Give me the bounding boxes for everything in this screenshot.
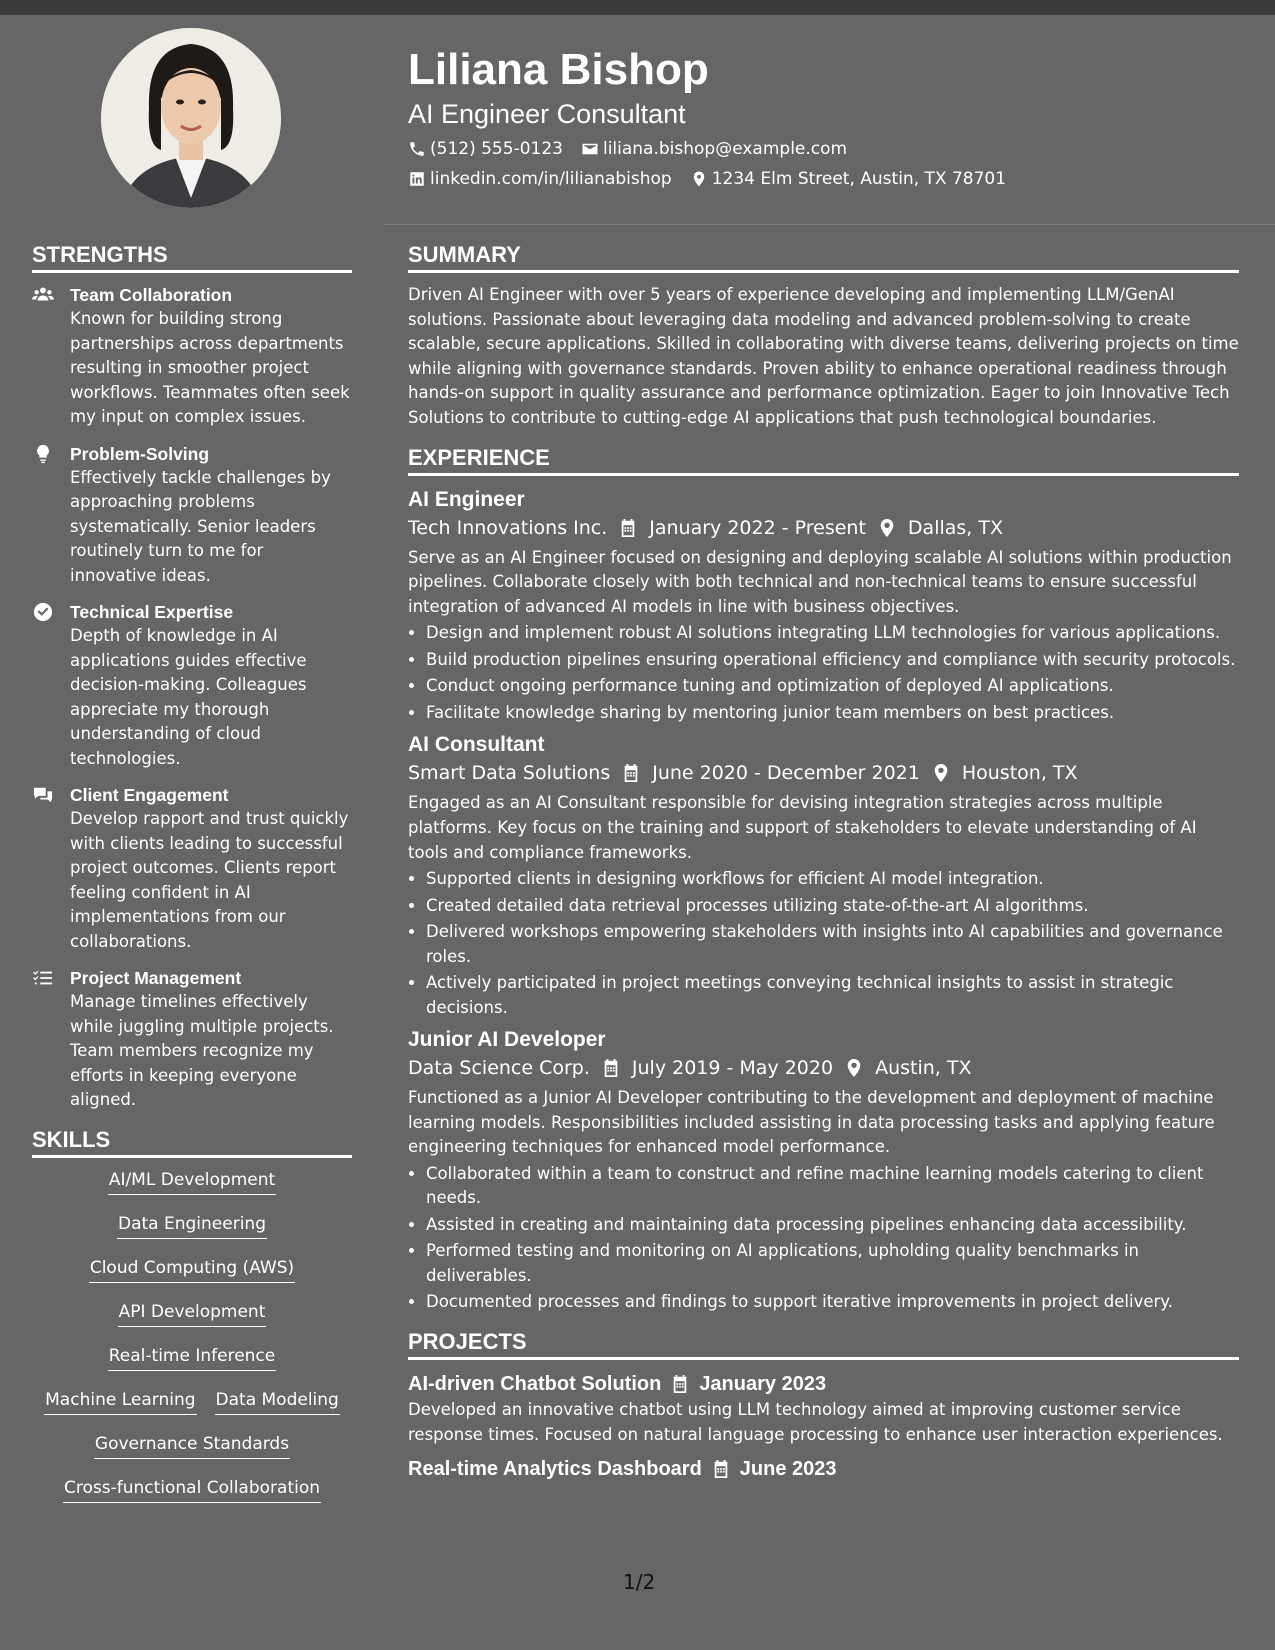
profile-photo bbox=[101, 28, 281, 208]
strengths-list bbox=[32, 283, 352, 1113]
calendar-icon bbox=[712, 1459, 730, 1479]
job-title: AI Engineer bbox=[408, 487, 525, 511]
job-bullet: • Assisted in creating and maintaining data processing pipelines enhancing data accessibility. bbox=[426, 1213, 1239, 1238]
envelope-icon bbox=[581, 140, 599, 158]
experience-list bbox=[408, 486, 1239, 1315]
skill-tag: Data Engineering bbox=[117, 1212, 267, 1239]
resume-header bbox=[408, 44, 1248, 190]
map-pin-icon bbox=[690, 170, 708, 188]
top-bar bbox=[0, 0, 1275, 15]
strength-item bbox=[32, 283, 352, 430]
map-pin-icon bbox=[878, 518, 896, 538]
strength-title: Team Collaboration bbox=[70, 285, 233, 305]
project-entry bbox=[408, 1455, 1239, 1483]
project-date: June 2023 bbox=[739, 1458, 837, 1481]
skill-tag: Cross-functional Collaboration bbox=[63, 1476, 321, 1503]
job-meta bbox=[408, 514, 1239, 542]
email-item[interactable] bbox=[581, 138, 847, 160]
strength-item bbox=[32, 600, 352, 771]
job-company: Smart Data Solutions bbox=[408, 762, 611, 785]
strengths-heading: STRENGTHS bbox=[32, 242, 352, 273]
job-bullet: • Created detailed data retrieval processes utilizing state-of-the-art AI algorithms. bbox=[426, 894, 1239, 919]
job-location: Austin, TX bbox=[875, 1057, 972, 1080]
skill-tag: Machine Learning bbox=[44, 1388, 196, 1415]
skill-tag: API Development bbox=[118, 1300, 267, 1327]
skill-tag: Cloud Computing (AWS) bbox=[89, 1256, 295, 1283]
job-entry bbox=[408, 486, 1239, 726]
contact-row-2 bbox=[408, 168, 1248, 190]
list-check-icon bbox=[32, 966, 70, 1113]
calendar-icon bbox=[671, 1374, 689, 1394]
page-number: 1/2 bbox=[623, 1570, 656, 1594]
job-bullet: • Facilitate knowledge sharing by mentoring junior team members on best practices. bbox=[426, 701, 1239, 726]
contact-row-1 bbox=[408, 138, 1248, 160]
strength-description: Manage timelines effectively while juggling multiple projects. Team members recognize my efforts in keeping everyone aligned. bbox=[70, 992, 334, 1109]
projects-heading: PROJECTS bbox=[408, 1329, 1239, 1360]
job-bullets bbox=[408, 867, 1239, 1020]
right-column bbox=[408, 242, 1239, 1483]
project-title-row bbox=[408, 1455, 1239, 1483]
strength-description: Known for building strong partnerships across departments resulting in smoother project workflows. Teammates often seek my input on complex issues. bbox=[70, 309, 350, 426]
project-title: AI-driven Chatbot Solution bbox=[408, 1372, 662, 1395]
job-bullet: • Conduct ongoing performance tuning and optimization of deployed AI applications. bbox=[426, 674, 1239, 699]
job-meta bbox=[408, 1054, 1239, 1082]
phone-text: (512) 555-0123 bbox=[430, 139, 563, 159]
job-bullet: • Performed testing and monitoring on AI applications, upholding quality benchmarks in deliverables. bbox=[426, 1239, 1239, 1288]
job-bullet: • Build production pipelines ensuring operational efficiency and compliance with security protocols. bbox=[426, 648, 1239, 673]
job-dates: January 2022 - Present bbox=[649, 516, 866, 539]
address-item bbox=[690, 168, 1006, 190]
calendar-icon bbox=[602, 1058, 620, 1078]
job-company: Data Science Corp. bbox=[408, 1057, 590, 1080]
strength-item bbox=[32, 966, 352, 1113]
check-circle-icon bbox=[32, 600, 70, 771]
candidate-name: Liliana Bishop bbox=[408, 45, 709, 94]
project-date: January 2023 bbox=[699, 1372, 827, 1395]
project-title-row bbox=[408, 1370, 1239, 1398]
job-description: Serve as an AI Engineer focused on designing and deploying scalable AI solutions within production pipelines. Collaborate closely with both technical and non-technical teams to ensure successful integration of advanced AI models in line with business objectives. bbox=[408, 547, 1232, 616]
strength-title: Project Management bbox=[70, 968, 242, 988]
summary-heading: SUMMARY bbox=[408, 242, 1239, 273]
project-entry bbox=[408, 1370, 1239, 1447]
job-entry bbox=[408, 1026, 1239, 1315]
job-description: Engaged as an AI Consultant responsible for devising integration strategies across multiple platforms. Key focus on the training and support of stakeholders to elevate understanding of AI tools and compliance frameworks. bbox=[408, 793, 1197, 862]
strength-title: Problem-Solving bbox=[70, 443, 210, 464]
header-divider bbox=[383, 224, 1275, 225]
job-location: Dallas, TX bbox=[907, 516, 1003, 539]
job-description: Functioned as a Junior AI Developer contributing to the development and deployment of machine learning models. Responsibilities included assisting in data processing tasks and applying feature engineering techniques for enhanced model performance. bbox=[408, 1088, 1215, 1157]
job-bullet: • Collaborated within a team to construct and refine machine learning models catering to client needs. bbox=[426, 1162, 1239, 1211]
left-column bbox=[32, 242, 352, 1520]
candidate-title: AI Engineer Consultant bbox=[408, 99, 686, 129]
job-company: Tech Innovations Inc. bbox=[408, 516, 608, 539]
comments-icon bbox=[32, 783, 70, 954]
calendar-icon bbox=[619, 518, 637, 538]
summary-text: Driven AI Engineer with over 5 years of experience developing and implementing LLM/GenAI solutions. Passionate about leveraging data modeling and advanced problem-solving to create scalable, secure applications. Skilled in collaborating with diverse teams, delivering projects on time while aligning with governance standards. Proven ability to enhance operational readiness through hands-on support in quality assurance and performance optimization. Eager to join Innovative Tech Solutions to contribute to cutting-edge AI applications that push technological boundaries. bbox=[408, 285, 1239, 427]
skill-tag: Governance Standards bbox=[94, 1432, 290, 1459]
strength-item bbox=[32, 783, 352, 954]
job-title: AI Consultant bbox=[408, 733, 545, 757]
skills-heading: SKILLS bbox=[32, 1127, 352, 1158]
strength-description: Effectively tackle challenges by approaching problems systematically. Senior leaders routinely turn to me for innovative ideas. bbox=[70, 467, 331, 585]
job-bullet: • Documented processes and findings to support iterative improvements in project delivery. bbox=[426, 1290, 1239, 1315]
map-pin-icon bbox=[845, 1058, 863, 1078]
calendar-icon bbox=[622, 763, 640, 783]
phone-icon bbox=[408, 140, 426, 158]
strength-title: Client Engagement bbox=[70, 785, 229, 805]
project-title: Real-time Analytics Dashboard bbox=[408, 1458, 702, 1481]
job-bullet: • Delivered workshops empowering stakeholders with insights into AI capabilities and governance roles. bbox=[426, 920, 1239, 969]
skill-tag: AI/ML Development bbox=[108, 1168, 276, 1195]
strength-item bbox=[32, 442, 352, 589]
linkedin-item[interactable] bbox=[408, 168, 672, 190]
email-text: liliana.bishop@example.com bbox=[602, 139, 848, 159]
job-bullets bbox=[408, 1162, 1239, 1315]
lightbulb-icon bbox=[32, 442, 70, 589]
job-location: Houston, TX bbox=[961, 762, 1078, 785]
strength-description: Depth of knowledge in AI applications guides effective decision-making. Colleagues appreciate my thorough understanding of cloud technologies. bbox=[70, 626, 307, 768]
project-description: Developed an innovative chatbot using LLM technology aimed at improving customer service response times. Focused on natural language processing to enhance user interaction experiences. bbox=[408, 1399, 1223, 1444]
linkedin-icon bbox=[408, 170, 426, 188]
address-text: 1234 Elm Street, Austin, TX 78701 bbox=[711, 169, 1007, 189]
job-bullet: • Supported clients in designing workflows for efficient AI model integration. bbox=[426, 867, 1239, 892]
users-icon bbox=[32, 283, 70, 430]
linkedin-text: linkedin.com/in/lilianabishop bbox=[430, 169, 672, 189]
experience-heading: EXPERIENCE bbox=[408, 445, 1239, 476]
skill-tag: Data Modeling bbox=[215, 1388, 340, 1415]
strength-title: Technical Expertise bbox=[70, 602, 234, 622]
job-dates: July 2019 - May 2020 bbox=[631, 1057, 834, 1080]
job-bullets bbox=[408, 621, 1239, 725]
skills-list bbox=[32, 1168, 352, 1503]
map-pin-icon bbox=[932, 763, 950, 783]
job-title: Junior AI Developer bbox=[408, 1028, 606, 1052]
strength-description: Develop rapport and trust quickly with clients leading to successful project outcomes. Clients report feeling confident in AI implementations from our collaborations. bbox=[70, 809, 349, 951]
job-dates: June 2020 - December 2021 bbox=[652, 762, 920, 785]
phone-item[interactable] bbox=[408, 138, 563, 160]
projects-list bbox=[408, 1370, 1239, 1483]
skill-tag: Real-time Inference bbox=[108, 1344, 276, 1371]
job-meta bbox=[408, 759, 1239, 787]
job-entry bbox=[408, 731, 1239, 1020]
job-bullet: • Actively participated in project meetings conveying technical insights to assist in strategic decisions. bbox=[426, 971, 1239, 1020]
job-bullet: • Design and implement robust AI solutions integrating LLM technologies for various applications. bbox=[426, 621, 1239, 646]
